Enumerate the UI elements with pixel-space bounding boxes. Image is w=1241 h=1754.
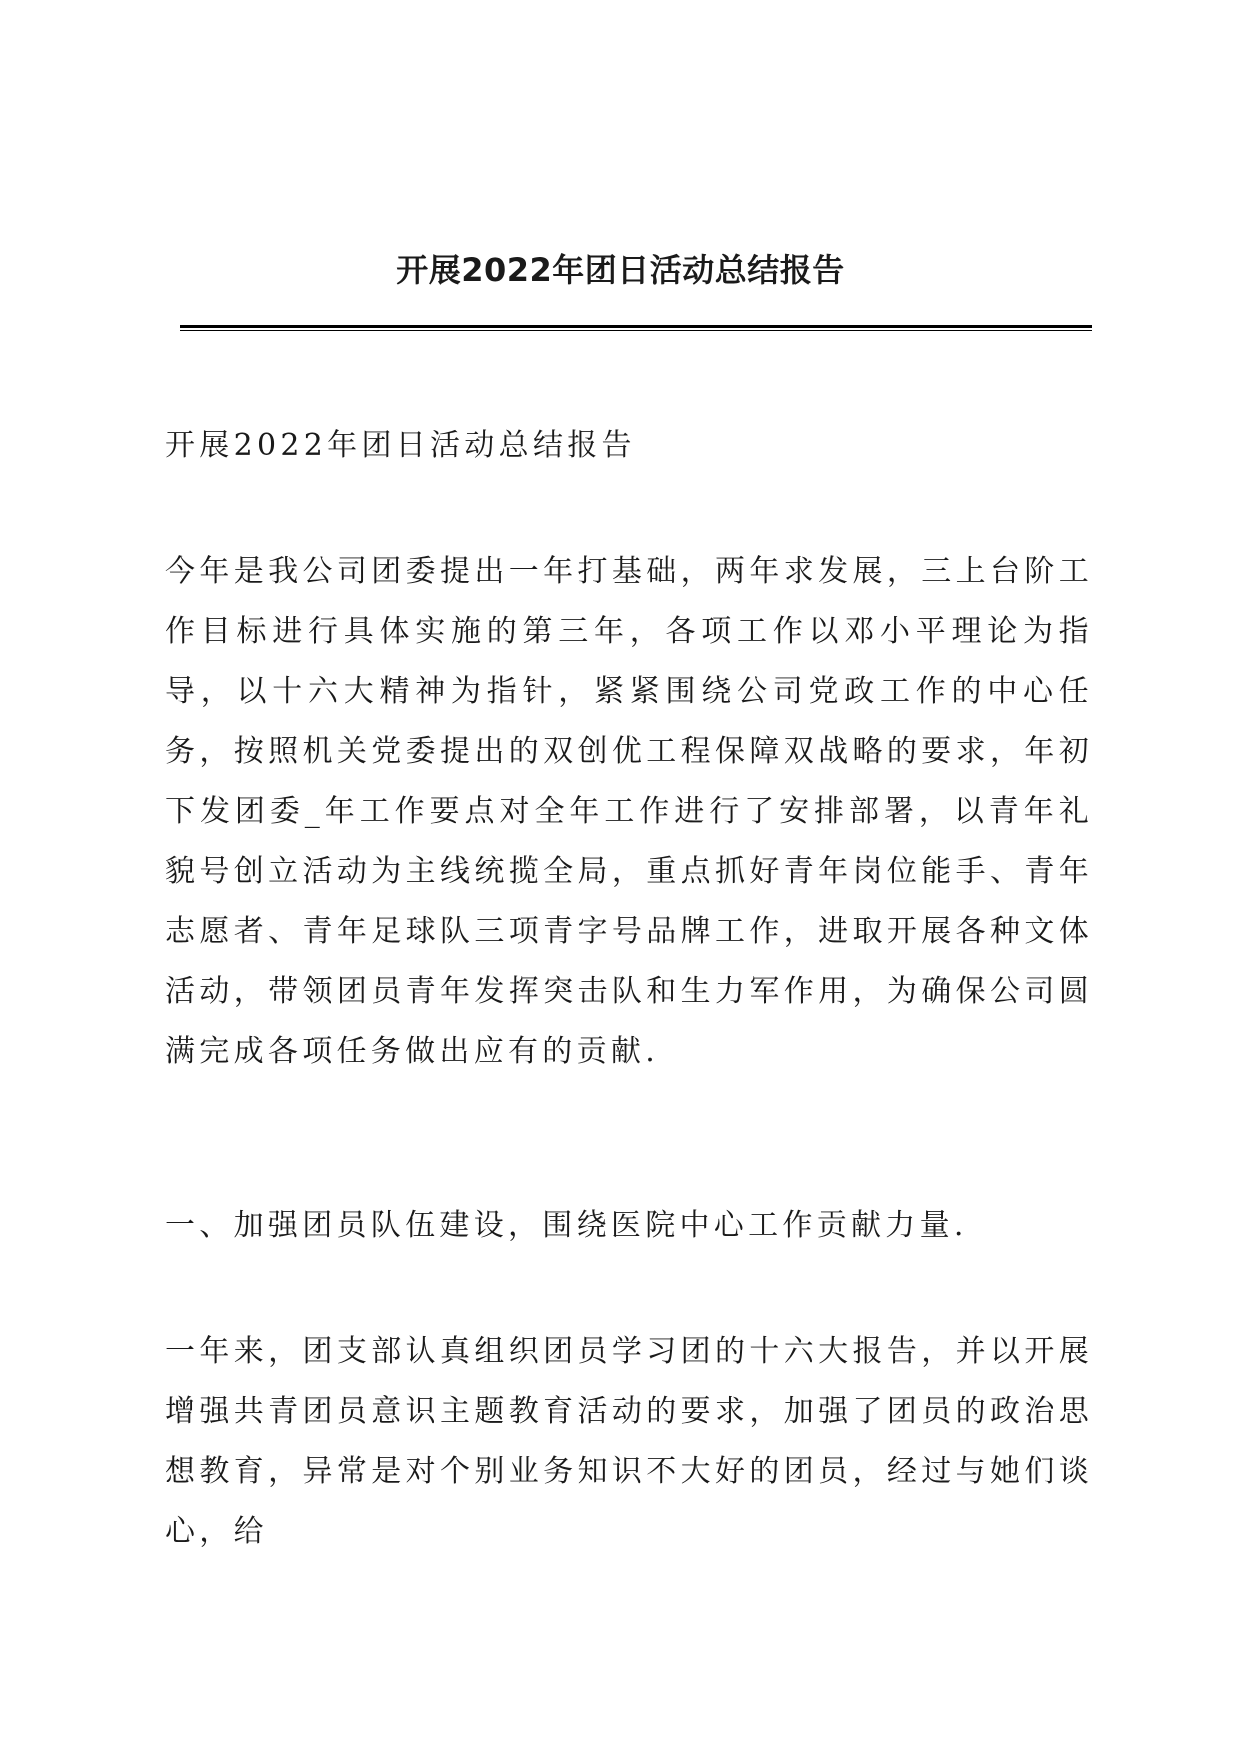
document-title: 开展2022年团日活动总结报告 bbox=[396, 251, 845, 289]
title-divider-thin bbox=[180, 330, 1092, 331]
paragraph-intro: 今年是我公司团委提出一年打基础，两年求发展，三上台阶工作目标进行具体实施的第三年，各项工作以邓小平理论为指导，以十六大精神为指针，紧紧围绕公司党政工作的中心任务，按照机关党委提出的双创优工程保障双战略的要求，年初下发团委_年工作要点对全年工作进行了安排部署，以青年礼貌号创立活动为主线统揽全局，重点抓好青年岗位能手、青年志愿者、青年足球队三项青字号品牌工作，进取开展各种文体活动，带领团员青年发挥突击队和生力军作用，为确保公司圆满完成各项任务做出应有的贡献. bbox=[165, 554, 1093, 1069]
paragraph-heading: 开展2022年团日活动总结报告 bbox=[165, 428, 636, 463]
section-heading-one: 一、加强团员队伍建设，围绕医院中心工作贡献力量. bbox=[165, 1208, 968, 1243]
title-divider-thick bbox=[180, 325, 1092, 328]
paragraph-section-one: 一年来，团支部认真组织团员学习团的十六大报告，并以开展增强共青团员意识主题教育活动的要求，加强了团员的政治思想教育，异常是对个别业务知识不大好的团员，经过与她们谈心，给 bbox=[165, 1334, 1093, 1549]
